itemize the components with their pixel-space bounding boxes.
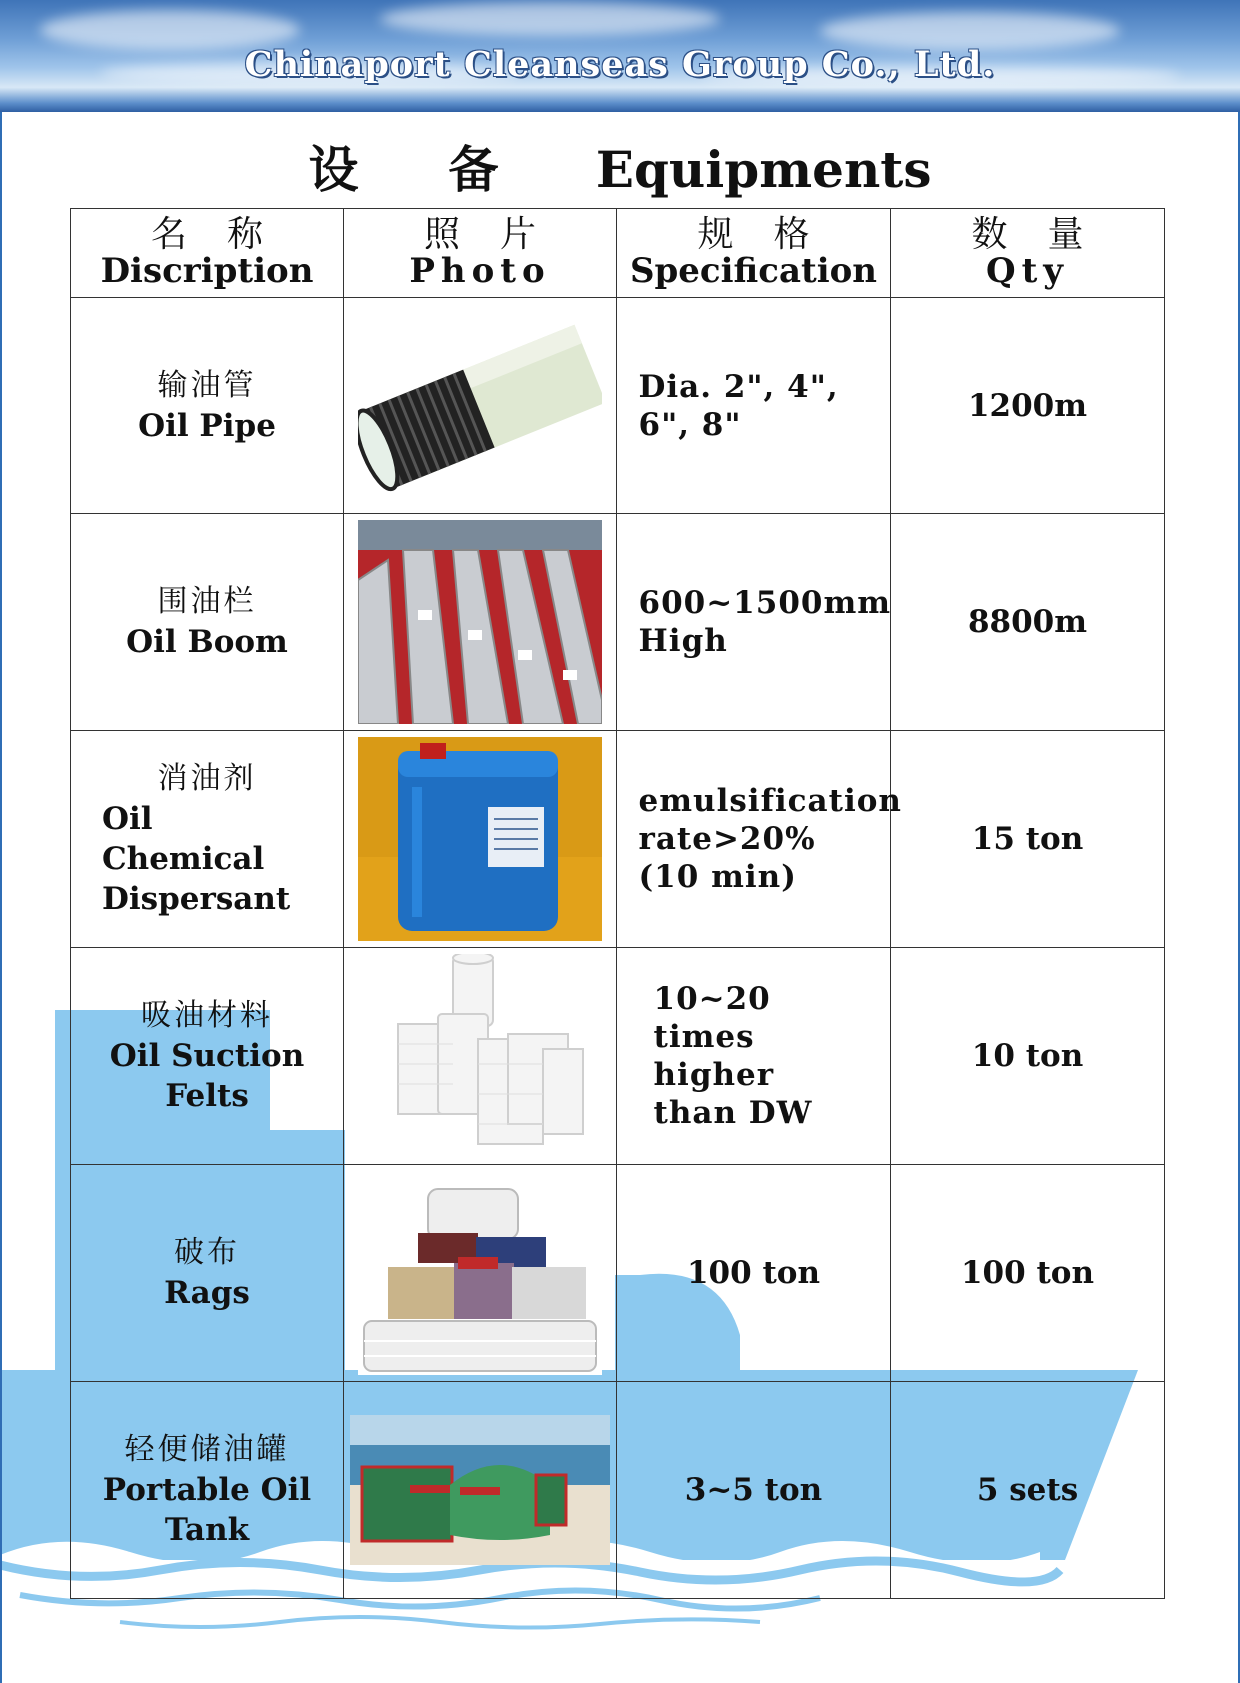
item-name-cell (71, 1382, 344, 1599)
item-qty: 8800m (967, 604, 1088, 640)
column-header-en: Qty (985, 251, 1070, 291)
page-title-english: Equipments (595, 140, 932, 199)
item-name-en: Rags (164, 1275, 250, 1311)
item-spec-cell (617, 1382, 891, 1599)
item-spec: emulsification rate>20%(10 min) (638, 783, 902, 895)
item-name-cn: 消油剂 (157, 761, 257, 796)
table-row (71, 514, 1165, 731)
item-name-en: Oil Chemical Dispersant (102, 801, 291, 917)
item-qty-cell (891, 1382, 1165, 1599)
item-spec: 10~20 times higher than DW (653, 981, 813, 1131)
item-qty: 5 sets (976, 1472, 1079, 1508)
table-row (71, 948, 1165, 1165)
item-name-cell (71, 731, 344, 948)
item-spec-cell (617, 298, 891, 514)
table-header-row (71, 209, 1165, 298)
item-name-cn: 吸油材料 (141, 998, 273, 1033)
column-header-en: Discription (100, 251, 314, 291)
column-header-cn: 照片 (423, 214, 576, 255)
item-spec-cell (617, 1165, 891, 1382)
item-spec: 3~5 ton (684, 1472, 823, 1508)
item-qty-cell (891, 514, 1165, 731)
oil-pipe-photo (358, 304, 602, 508)
item-photo-cell (344, 514, 617, 731)
column-header-en: Specification (629, 251, 878, 291)
item-spec: 100 ton (686, 1255, 821, 1291)
item-name-cell (71, 298, 344, 514)
item-name-en: Oil Pipe (138, 407, 276, 444)
item-name-en: Oil Boom (126, 624, 288, 660)
item-spec: 600~1500mm High (638, 585, 892, 659)
item-qty-cell (891, 1165, 1165, 1382)
item-name-cell (71, 514, 344, 731)
item-name-cell (71, 1165, 344, 1382)
equipment-table (70, 208, 1165, 1599)
column-header-cn: 数量 (971, 214, 1124, 255)
item-qty: 100 ton (960, 1255, 1095, 1291)
item-qty: 10 ton (971, 1038, 1084, 1074)
item-name-cn: 破布 (174, 1235, 240, 1270)
item-name-cn: 围油栏 (157, 584, 257, 619)
item-name-cn: 轻便储油罐 (124, 1432, 290, 1467)
portable-tank-photo (358, 1415, 602, 1565)
suction-felts-photo (358, 954, 602, 1158)
item-qty: 1200m (967, 387, 1088, 424)
column-header-cn: 名称 (150, 214, 303, 255)
item-qty-cell (891, 731, 1165, 948)
page-title-chinese: 设备 (308, 140, 589, 199)
item-photo-cell (344, 1382, 617, 1599)
item-spec-cell (617, 514, 891, 731)
item-photo-cell (344, 731, 617, 948)
column-header-description (71, 209, 344, 298)
table-row (71, 731, 1165, 948)
sky-banner (0, 0, 1240, 112)
column-header-specification (617, 209, 891, 298)
item-name-cn: 输油管 (157, 367, 257, 403)
column-header-qty (891, 209, 1165, 298)
page-border-left (0, 112, 2, 1683)
item-name-en: Portable Oil Tank (102, 1472, 312, 1548)
dispersant-drum-photo (358, 737, 602, 941)
rags-photo (358, 1171, 602, 1375)
item-name-cell (71, 948, 344, 1165)
item-name-en: Oil Suction Felts (109, 1038, 305, 1114)
item-qty-cell (891, 298, 1165, 514)
item-qty-cell (891, 948, 1165, 1165)
table-row (71, 1165, 1165, 1382)
column-header-photo (344, 209, 617, 298)
item-spec: Dia. 2", 4", 6", 8" (638, 368, 839, 443)
item-qty: 15 ton (971, 821, 1084, 857)
table-row (71, 298, 1165, 514)
item-photo-cell (344, 1165, 617, 1382)
item-photo-cell (344, 298, 617, 514)
company-name: Chinaport Cleanseas Group Co., Ltd. (244, 44, 996, 85)
item-spec-cell (617, 948, 891, 1165)
table-row (71, 1382, 1165, 1599)
item-photo-cell (344, 948, 617, 1165)
item-spec-cell (617, 731, 902, 948)
column-header-cn: 规格 (697, 214, 850, 255)
page-title (0, 130, 1240, 202)
oil-boom-photo (358, 520, 602, 724)
column-header-en: Photo (409, 251, 551, 291)
